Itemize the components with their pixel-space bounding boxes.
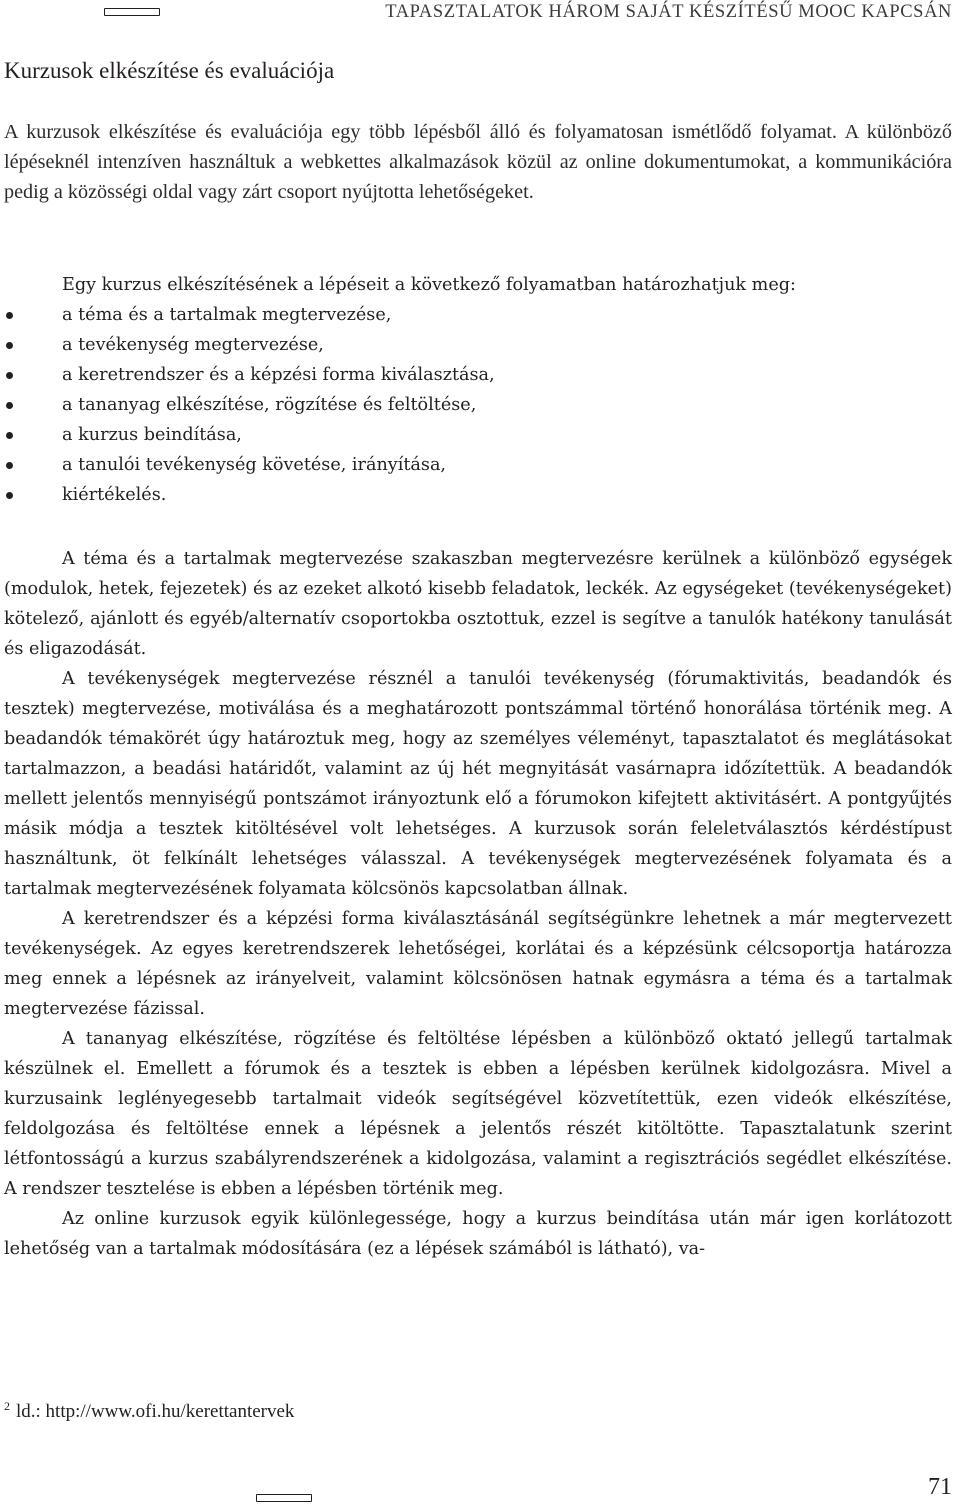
list-item	[4, 450, 952, 480]
list-item	[4, 390, 952, 420]
steps-lead: Egy kurzus elkészítésének a lépéseit a következő folyamatban határozhatjuk meg:	[62, 275, 796, 295]
bullet-icon	[6, 402, 13, 409]
running-title: TAPASZTALATOK HÁROM SAJÁT KÉSZÍTÉSŰ MOOC KAPCSÁN	[385, 2, 952, 22]
bullet-icon	[6, 372, 13, 379]
bullet-icon	[6, 492, 13, 499]
body-paragraphs	[4, 544, 952, 1264]
list-item	[4, 360, 952, 390]
header-rule	[104, 8, 160, 16]
list-item-text: a tanulói tevékenység követése, irányítása,	[62, 455, 447, 475]
list-item-text: a keretrendszer és a képzési forma kiválasztása,	[62, 365, 495, 385]
bullet-icon	[6, 462, 13, 469]
intro-paragraph: A kurzusok elkészítése és evaluációja egy több lépésből álló és folyamatosan ismétlődő folyamat. A különböző lépéseknél intenzíven használtuk a webkettes alkalmazások közül az online dokumentumokat, a kommunikációra pedig a közösségi oldal vagy zárt csoport nyújtotta lehetőségeket.	[4, 121, 952, 203]
footnote	[4, 1399, 294, 1423]
footnote-text: ld.: http://www.ofi.hu/kerettantervek	[16, 1401, 295, 1422]
list-item-text: kiértékelés.	[62, 485, 167, 505]
footnote-marker: 2	[4, 1399, 10, 1413]
list-item-text: a kurzus beindítása,	[62, 425, 242, 445]
bullet-icon	[6, 342, 13, 349]
steps-list	[4, 300, 952, 510]
list-item-text: a tananyag elkészítése, rögzítése és feltöltése,	[62, 395, 477, 415]
paragraph-course-launch: Az online kurzusok egyik különlegessége, hogy a kurzus beindítása után már igen korlátozott lehetőség van a tartalmak módosítására (ez a lépések számából is látható), va-	[4, 1209, 952, 1259]
bullet-icon	[6, 432, 13, 439]
list-item-text: a téma és a tartalmak megtervezése,	[62, 305, 392, 325]
paragraph-activity-planning: A tevékenységek megtervezése résznél a tanulói tevékenység (fórumaktivitás, beadandók és tesztek) megtervezése, motiválása és a meghatározott pontszámmal történő honorálása történik meg. A beadandók témakörét úgy határoztuk meg, hogy az személyes véleményt, tapasztalatot és meglátásokat tartalmazzon, a beadási határidőt, valamint az új hét megnyitását vasárnapra időzítettük. A beadandók mellett jelentős mennyiségű pontszámot irányoztunk elő a fórumokon kifejtett aktivitásért. A pontgyűjtés másik módja a tesztek kitöltésével volt lehetséges. A kurzusok során feleletválasztós kérdéstípust használtunk, öt felkínált lehetséges válasszal. A tevékenységek megtervezésének folyamata és a tartalmak megtervezésének folyamata kölcsönös kapcsolatban állnak.	[4, 669, 952, 899]
list-item	[4, 420, 952, 450]
paragraph-topic-planning: A téma és a tartalmak megtervezése szakaszban megtervezésre kerülnek a különböző egységek (modulok, hetek, fejezetek) és az ezeket alkotó kisebb feladatok, leckék. Az egységeket (tevékenységeket) kötelező, ajánlott és egyéb/alternatív csoportokba osztottuk, ezzel is segítve a tanulók hatékony tanulását és eligazodását.	[4, 549, 952, 659]
list-item	[4, 480, 952, 510]
bullet-icon	[6, 312, 13, 319]
list-item-text: a tevékenység megtervezése,	[62, 335, 324, 355]
paragraph-framework-selection: A keretrendszer és a képzési forma kiválasztásánál segítségünkre lehetnek a már megtervezett tevékenységek. Az egyes keretrendszerek lehetőségei, korlátai és a képzésünk célcsoportja határozza meg ennek a lépésnek az irányelveit, valamint kölcsönösen hatnak egymásra a téma és a tartalmak megtervezése fázissal.	[4, 909, 952, 1019]
footer-rule	[256, 1494, 312, 1502]
section-title: Kurzusok elkészítése és evaluációja	[4, 58, 335, 83]
list-item	[4, 300, 952, 330]
paragraph-material-creation: A tananyag elkészítése, rögzítése és feltöltése lépésben a különböző oktató jellegű tartalmak készülnek el. Emellett a fórumok és a tesztek is ebben a lépésben kerülnek kidolgozásra. Mivel a kurzusaink leglényegesebb tartalmait videók segítségével közvetítettük, ezen videók elkészítése, feldolgozása és feltöltése ennek a lépésnek a jelentős részét kitöltötte. Tapasztalatunk szerint létfontosságú a kurzus szabályrendszerének a kidolgozása, valamint a regisztrációs segédlet elkészítése. A rendszer tesztelése is ebben a lépésben történik meg.	[4, 1029, 952, 1199]
page-number: 71	[928, 1474, 952, 1500]
list-item	[4, 330, 952, 360]
